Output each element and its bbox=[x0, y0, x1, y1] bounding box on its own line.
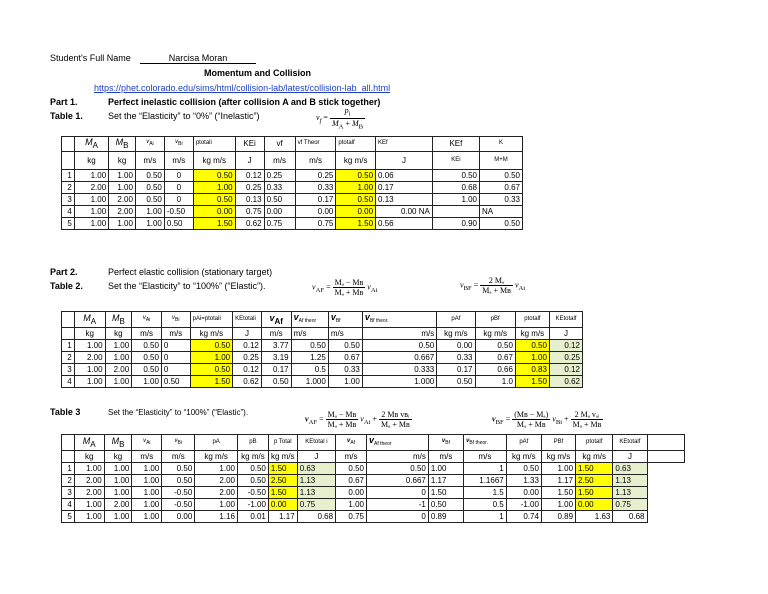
table2-cell: 0.333 bbox=[362, 364, 436, 376]
table2-cell: 0.50 bbox=[362, 340, 436, 352]
table1-instruction: Set the “Elasticity” to “0%” (“Inelastic”) bbox=[108, 111, 260, 121]
table3-cell: 0.50 bbox=[237, 475, 268, 487]
table3-cell: 0.68 bbox=[613, 511, 647, 523]
table3-cell: 0.00 bbox=[336, 487, 367, 499]
table2-cell: 0.50 bbox=[291, 340, 328, 352]
table3-cell: 0.667 bbox=[367, 475, 429, 487]
table1-cell: 0.25 bbox=[295, 169, 336, 181]
table3-row-number: 1 bbox=[62, 463, 75, 475]
table1-cell: 1.00 bbox=[74, 193, 108, 205]
table1-cell: 0.50 bbox=[264, 193, 295, 205]
table3-cell: 1.17 bbox=[268, 511, 297, 523]
table1-cell: 0.33 bbox=[264, 181, 295, 193]
table3-cell: 0.50 bbox=[506, 463, 541, 475]
table3-cell: 0.63 bbox=[613, 463, 647, 475]
table3-cell: 0.01 bbox=[237, 511, 268, 523]
table2-formula-af: $v_{AF}$ = $\frac{\text{Mₐ − Mʙ}}{\text{Mₐ + Mʙ}}$ $v_{Ai}$ bbox=[312, 278, 378, 297]
student-name-label: Student's Full Name bbox=[50, 53, 131, 63]
table2-row bbox=[62, 352, 583, 364]
table3-cell: 2.50 bbox=[268, 475, 297, 487]
table2-cell: 1.00 bbox=[74, 376, 105, 388]
table2-cell: 0.50 bbox=[161, 376, 190, 388]
table1-cell bbox=[432, 205, 479, 217]
table3-cell: 0.67 bbox=[336, 475, 367, 487]
table1-cell: 0 bbox=[164, 169, 193, 181]
table2-units-row: kg kg m/s m/s kg m/s J m/s m/s m/s m/s kg m/s kg m/s kg m/s J bbox=[62, 328, 583, 340]
table1-cell: 0.33 bbox=[295, 181, 336, 193]
table1-cell: 0.13 bbox=[376, 193, 433, 205]
table2-cell: 0.33 bbox=[328, 364, 362, 376]
table3-cell: -0.50 bbox=[237, 487, 268, 499]
table1-cell: 0.62 bbox=[235, 217, 264, 229]
table1-units-row: kg kg m/s m/s kg m/s J m/s m/s kg m/s J KEi M+M bbox=[62, 151, 523, 169]
table3-formula-bf: $v_{BF}$ = $\frac{\text{(Mʙ − Mₐ)}}{\text{Mₐ + Mʙ}}$ $v_{Bi}$ + $\frac{\text{2 Mₐ vₐᵢ}}{\text{Mₐ + Mʙ}}$ bbox=[492, 410, 602, 429]
table1-cell: 1.00 bbox=[193, 181, 235, 193]
table1-cell: 0.56 bbox=[376, 217, 433, 229]
table3-cell: 0.00 bbox=[162, 511, 195, 523]
table3-formula-af: $v_{AF}$ = $\frac{\text{Mₐ − Mʙ}}{\text{Mₐ + Mʙ}}$ $v_{Ai}$ + $\frac{\text{2 Mʙ vʙᵢ}}{\text{Mₐ + Mʙ}}$ bbox=[305, 410, 410, 429]
table3-row bbox=[62, 487, 685, 499]
table3-cell: 1.5 bbox=[464, 487, 507, 499]
table2-cell: 1.00 bbox=[132, 376, 162, 388]
table3-cell: 2.00 bbox=[195, 487, 238, 499]
table3-cell: 1.00 bbox=[132, 463, 162, 475]
table1-row-number: 2 bbox=[62, 181, 75, 193]
table1-cell: 0.50 bbox=[336, 193, 376, 205]
table3-cell: 1.00 bbox=[74, 499, 104, 511]
table1-row bbox=[62, 217, 523, 229]
table1-row-number: 5 bbox=[62, 217, 75, 229]
table3-cell: 1.00 bbox=[104, 511, 132, 523]
table2-cell: 0.5 bbox=[291, 364, 328, 376]
table3-cell: 1.00 bbox=[195, 463, 238, 475]
table2-cell: 1.0 bbox=[475, 376, 515, 388]
table3-cell: 0 bbox=[367, 511, 429, 523]
table1-cell: 1.50 bbox=[193, 217, 235, 229]
table2-formula-bf: $v_{BF}$ = $\frac{\text{2 Mₐ}}{\text{Mₐ + Mʙ}}$ $v_{Ai}$ bbox=[460, 276, 526, 295]
table1-cell: -0.50 bbox=[164, 205, 193, 217]
table3-cell: 1.00 bbox=[195, 499, 238, 511]
table3-cell: 0.50 bbox=[428, 499, 463, 511]
table3-cell: 0.00 bbox=[268, 499, 297, 511]
table3-cell: 0.75 bbox=[297, 499, 335, 511]
table3-row-number: 2 bbox=[62, 475, 75, 487]
table2-cell: 0 bbox=[161, 352, 190, 364]
table3-cell: 1.17 bbox=[428, 475, 463, 487]
table2-cell: 1.00 bbox=[105, 352, 132, 364]
table2-cell: 1.00 bbox=[105, 376, 132, 388]
table1-row bbox=[62, 193, 523, 205]
table3-cell: 0.75 bbox=[336, 511, 367, 523]
table2-cell: 0.17 bbox=[437, 364, 475, 376]
table3-cell: 0.50 bbox=[162, 463, 195, 475]
part2-title: Perfect elastic collision (stationary target) bbox=[108, 267, 273, 277]
table3-row bbox=[62, 475, 685, 487]
table3-cell: 0.50 bbox=[162, 475, 195, 487]
table1-cell: 0.13 bbox=[235, 193, 264, 205]
table2-row bbox=[62, 364, 583, 376]
table1-cell: 0.00 bbox=[295, 205, 336, 217]
table3-label: Table 3 bbox=[50, 407, 81, 417]
table1-row-number: 4 bbox=[62, 205, 75, 217]
table2-cell: 0.67 bbox=[475, 352, 515, 364]
table3-cell: 1.00 bbox=[74, 511, 104, 523]
table1-cell: 1.00 bbox=[109, 169, 136, 181]
table2-cell: 0.12 bbox=[549, 340, 582, 352]
table2-header-row: $M_A$ $M_B$ $v_{Ai}$ $v_{Bi}$ pAi=ptotali KEtotali $v_{Af}$ $v_{Af theor}$ $v_{Bf}$ $v_{Bf theor.}$ pAf pBf ptotalf KEtotalf bbox=[62, 312, 583, 328]
table1-row bbox=[62, 181, 523, 193]
table2-cell: 0.50 bbox=[190, 340, 233, 352]
table2-cell: 1.25 bbox=[291, 352, 328, 364]
table1-header-row: $M_A$ $M_B$ $v_{Ai}$ $v_{Bi}$ ptotali KEi vf vf Theor ptotalf KEf KEf K bbox=[62, 137, 523, 152]
simulation-link[interactable]: https://phet.colorado.edu/sims/html/collision-lab/latest/collision-lab_all.html bbox=[94, 83, 391, 93]
table2-row bbox=[62, 376, 583, 388]
table1-row-number: 1 bbox=[62, 169, 75, 181]
table3-cell: 1.16 bbox=[195, 511, 238, 523]
table3-cell: -1.00 bbox=[237, 499, 268, 511]
table3-cell: 2.50 bbox=[576, 475, 613, 487]
table2-cell: 0.50 bbox=[132, 352, 162, 364]
table2-cell: 0.62 bbox=[549, 376, 582, 388]
table3-cell: 1.00 bbox=[104, 463, 132, 475]
table2-cell: 0.62 bbox=[233, 376, 262, 388]
table1-cell: 1.00 bbox=[432, 193, 479, 205]
table2-cell: 1.00 bbox=[74, 364, 105, 376]
table3-cell: 1.1667 bbox=[464, 475, 507, 487]
table3-cell: 1.00 bbox=[428, 463, 463, 475]
table2-cell: 0.50 bbox=[515, 340, 549, 352]
table3-cell: 1.00 bbox=[132, 511, 162, 523]
table3-cell: 1.50 bbox=[268, 487, 297, 499]
table3 bbox=[61, 434, 685, 523]
table3-cell: 1.50 bbox=[428, 487, 463, 499]
table1-cell: 0.50 bbox=[193, 193, 235, 205]
table1-cell: 0.00 bbox=[336, 205, 376, 217]
table2-cell: 0.50 bbox=[437, 376, 475, 388]
part2-label: Part 2. bbox=[50, 267, 78, 277]
table3-cell: 0.75 bbox=[613, 499, 647, 511]
table3-cell: -0.50 bbox=[162, 499, 195, 511]
table3-cell: 2.00 bbox=[74, 475, 104, 487]
part1-title: Perfect inelastic collision (after collision A and B stick together) bbox=[108, 97, 381, 107]
table2-cell: 0.67 bbox=[328, 352, 362, 364]
table1-cell: 0.50 bbox=[193, 169, 235, 181]
table2-cell: 0.12 bbox=[233, 340, 262, 352]
table2-cell: 0.17 bbox=[261, 364, 291, 376]
table3-row bbox=[62, 463, 685, 475]
table2-row-number: 4 bbox=[62, 376, 75, 388]
table2-cell: 0.66 bbox=[475, 364, 515, 376]
table3-row bbox=[62, 511, 685, 523]
table3-units-row: kg kg m/s m/s kg m/s kg m/s kg m/s J m/s m/s m/s m/s kg m/s kg m/s kg m/s J bbox=[62, 451, 685, 463]
table3-cell: 1.50 bbox=[541, 487, 575, 499]
table2-cell: 0.50 bbox=[261, 376, 291, 388]
table2-cell: 1.00 bbox=[74, 340, 105, 352]
table3-row-number: 4 bbox=[62, 499, 75, 511]
table1-cell: 0.33 bbox=[480, 193, 523, 205]
table1-cell: 0.00 NA bbox=[376, 205, 433, 217]
table1-cell: 0.00 bbox=[264, 205, 295, 217]
table1-cell: 0.50 bbox=[480, 169, 523, 181]
table1-cell: 1.00 bbox=[109, 181, 136, 193]
table3-cell: 0.50 bbox=[336, 463, 367, 475]
table1-row bbox=[62, 205, 523, 217]
table1-cell: 0.50 bbox=[164, 217, 193, 229]
table3-cell: 1.00 bbox=[132, 499, 162, 511]
table3-cell: 0.00 bbox=[576, 499, 613, 511]
table2-cell: 0.667 bbox=[362, 352, 436, 364]
table2-cell: 1.00 bbox=[515, 352, 549, 364]
table1-cell: 1.00 bbox=[74, 217, 108, 229]
table3-header-row: $M_A$ $M_B$ $v_{Ai}$ $v_{Bi}$ pA pB p Total KEtotal i $v_{Af}$ $v_{Af theor}$ $v_{Bf}$ $v_{Bf theor.}$ pAf PBf ptotalf KEtotalf bbox=[62, 435, 685, 451]
table2-row-number: 1 bbox=[62, 340, 75, 352]
table1-formula: $v_f$ = $\frac{p_i}{M_A + M_B}$ bbox=[316, 106, 364, 131]
table1-cell: 0.06 bbox=[376, 169, 433, 181]
table1-cell: 1.00 bbox=[109, 217, 136, 229]
table1-cell: 0.17 bbox=[376, 181, 433, 193]
table3-cell: 2.00 bbox=[104, 499, 132, 511]
table3-cell: 1.13 bbox=[297, 475, 335, 487]
table3-cell: 0.50 bbox=[367, 463, 429, 475]
student-name-value: Narcisa Moran bbox=[140, 53, 256, 64]
table1-cell: 0.50 bbox=[480, 217, 523, 229]
table1-label: Table 1. bbox=[50, 111, 83, 121]
table1-cell: 1.00 bbox=[135, 205, 164, 217]
table3-cell: 1.00 bbox=[104, 487, 132, 499]
table3-cell: 0.50 bbox=[237, 463, 268, 475]
table2 bbox=[61, 311, 583, 388]
table2-cell: 0.12 bbox=[549, 364, 582, 376]
table3-cell: 1.50 bbox=[576, 487, 613, 499]
table2-cell: 0.50 bbox=[190, 364, 233, 376]
table1-cell: 0.17 bbox=[295, 193, 336, 205]
table3-cell: 1.13 bbox=[297, 487, 335, 499]
table3-cell: 0.74 bbox=[506, 511, 541, 523]
table2-row-number: 3 bbox=[62, 364, 75, 376]
table3-cell: 0 bbox=[367, 487, 429, 499]
table1-cell: 2.00 bbox=[74, 181, 108, 193]
table2-cell: 0.00 bbox=[437, 340, 475, 352]
table1-cell: 0.75 bbox=[295, 217, 336, 229]
table3-cell: 1.13 bbox=[613, 475, 647, 487]
table2-cell: 1.000 bbox=[362, 376, 436, 388]
table2-cell: 0 bbox=[161, 364, 190, 376]
table2-label: Table 2. bbox=[50, 281, 83, 291]
table3-row-number: 3 bbox=[62, 487, 75, 499]
table1-cell: 0 bbox=[164, 193, 193, 205]
table1-cell: 1.00 bbox=[74, 169, 108, 181]
table2-cell: 0.33 bbox=[437, 352, 475, 364]
table2-cell: 0.50 bbox=[475, 340, 515, 352]
table2-cell: 0.50 bbox=[132, 364, 162, 376]
table2-cell: 1.50 bbox=[190, 376, 233, 388]
table3-cell: -1.00 bbox=[506, 499, 541, 511]
table3-cell: -0.50 bbox=[162, 487, 195, 499]
table1-cell: 1.50 bbox=[336, 217, 376, 229]
table1-cell: 2.00 bbox=[109, 205, 136, 217]
table2-cell: 0.50 bbox=[328, 340, 362, 352]
table1-row-number: 3 bbox=[62, 193, 75, 205]
table2-cell: 0.50 bbox=[132, 340, 162, 352]
table2-cell: 0.25 bbox=[233, 352, 262, 364]
table1-row bbox=[62, 169, 523, 181]
table3-row bbox=[62, 499, 685, 511]
table2-row-number: 2 bbox=[62, 352, 75, 364]
table2-cell: 1.00 bbox=[328, 376, 362, 388]
table3-cell: 0.00 bbox=[506, 487, 541, 499]
table2-cell: 0.83 bbox=[515, 364, 549, 376]
table3-cell: 1.13 bbox=[613, 487, 647, 499]
table1-cell: 0.75 bbox=[235, 205, 264, 217]
table1-cell: 0.50 bbox=[135, 181, 164, 193]
table3-row-number: 5 bbox=[62, 511, 75, 523]
table3-cell: 0.68 bbox=[297, 511, 335, 523]
table2-cell: 0.25 bbox=[549, 352, 582, 364]
table3-cell: 1.00 bbox=[541, 463, 575, 475]
table1-cell: 0.12 bbox=[235, 169, 264, 181]
table3-cell: 0.5 bbox=[464, 499, 507, 511]
table3-cell: 1.17 bbox=[541, 475, 575, 487]
table1-cell: 1.00 bbox=[74, 205, 108, 217]
table3-cell: -1 bbox=[367, 499, 429, 511]
table2-cell: 1.00 bbox=[190, 352, 233, 364]
table1-cell: 0.67 bbox=[480, 181, 523, 193]
table3-cell: 2.00 bbox=[195, 475, 238, 487]
table3-cell: 0.89 bbox=[541, 511, 575, 523]
table3-cell: 1.33 bbox=[506, 475, 541, 487]
table1-cell: 0 bbox=[164, 181, 193, 193]
table1-cell: 1.00 bbox=[336, 181, 376, 193]
table1-cell: 0.68 bbox=[432, 181, 479, 193]
table2-cell: 2.00 bbox=[74, 352, 105, 364]
table3-cell: 1 bbox=[464, 463, 507, 475]
table3-cell: 1.00 bbox=[132, 475, 162, 487]
table1-cell: 0.50 bbox=[135, 193, 164, 205]
part1-label: Part 1. bbox=[50, 97, 78, 107]
table2-cell: 1.000 bbox=[291, 376, 328, 388]
table2-cell: 0.12 bbox=[233, 364, 262, 376]
table3-cell: 1.50 bbox=[576, 463, 613, 475]
table2-cell: 0 bbox=[161, 340, 190, 352]
table1-cell: 0.50 bbox=[432, 169, 479, 181]
table3-cell: 2.00 bbox=[74, 487, 104, 499]
table1-cell: 0.75 bbox=[264, 217, 295, 229]
table1-cell: 1.00 bbox=[135, 217, 164, 229]
table3-cell: 0.89 bbox=[428, 511, 463, 523]
table1-cell: 0.00 bbox=[193, 205, 235, 217]
table1-cell: 0.25 bbox=[235, 181, 264, 193]
table2-instruction: Set the “Elasticity” to “100%” (“Elastic”). bbox=[108, 281, 266, 291]
table1-cell: 0.50 bbox=[135, 169, 164, 181]
table2-cell: 1.00 bbox=[105, 340, 132, 352]
table3-instruction: Set the “Elasticity” to “100%” (“Elastic”). bbox=[108, 408, 249, 417]
table2-row bbox=[62, 340, 583, 352]
table1-cell: 0.25 bbox=[264, 169, 295, 181]
table1-cell: 2.00 bbox=[109, 193, 136, 205]
table3-cell: 1.00 bbox=[132, 487, 162, 499]
document-title: Momentum and Collision bbox=[204, 68, 311, 78]
table1 bbox=[61, 136, 523, 230]
table3-cell: 1.00 bbox=[74, 463, 104, 475]
table2-cell: 2.00 bbox=[105, 364, 132, 376]
table1-cell: 0.50 bbox=[336, 169, 376, 181]
table1-cell: NA bbox=[480, 205, 523, 217]
table3-cell: 1 bbox=[464, 511, 507, 523]
table3-cell: 1.63 bbox=[576, 511, 613, 523]
table3-cell: 1.00 bbox=[541, 499, 575, 511]
table3-cell: 1.50 bbox=[268, 463, 297, 475]
table3-cell: 1.00 bbox=[336, 499, 367, 511]
table3-cell: 1.00 bbox=[104, 475, 132, 487]
table2-cell: 3.77 bbox=[261, 340, 291, 352]
table1-cell: 0.90 bbox=[432, 217, 479, 229]
table2-cell: 1.50 bbox=[515, 376, 549, 388]
table3-cell: 0.63 bbox=[297, 463, 335, 475]
table2-cell: 3.19 bbox=[261, 352, 291, 364]
